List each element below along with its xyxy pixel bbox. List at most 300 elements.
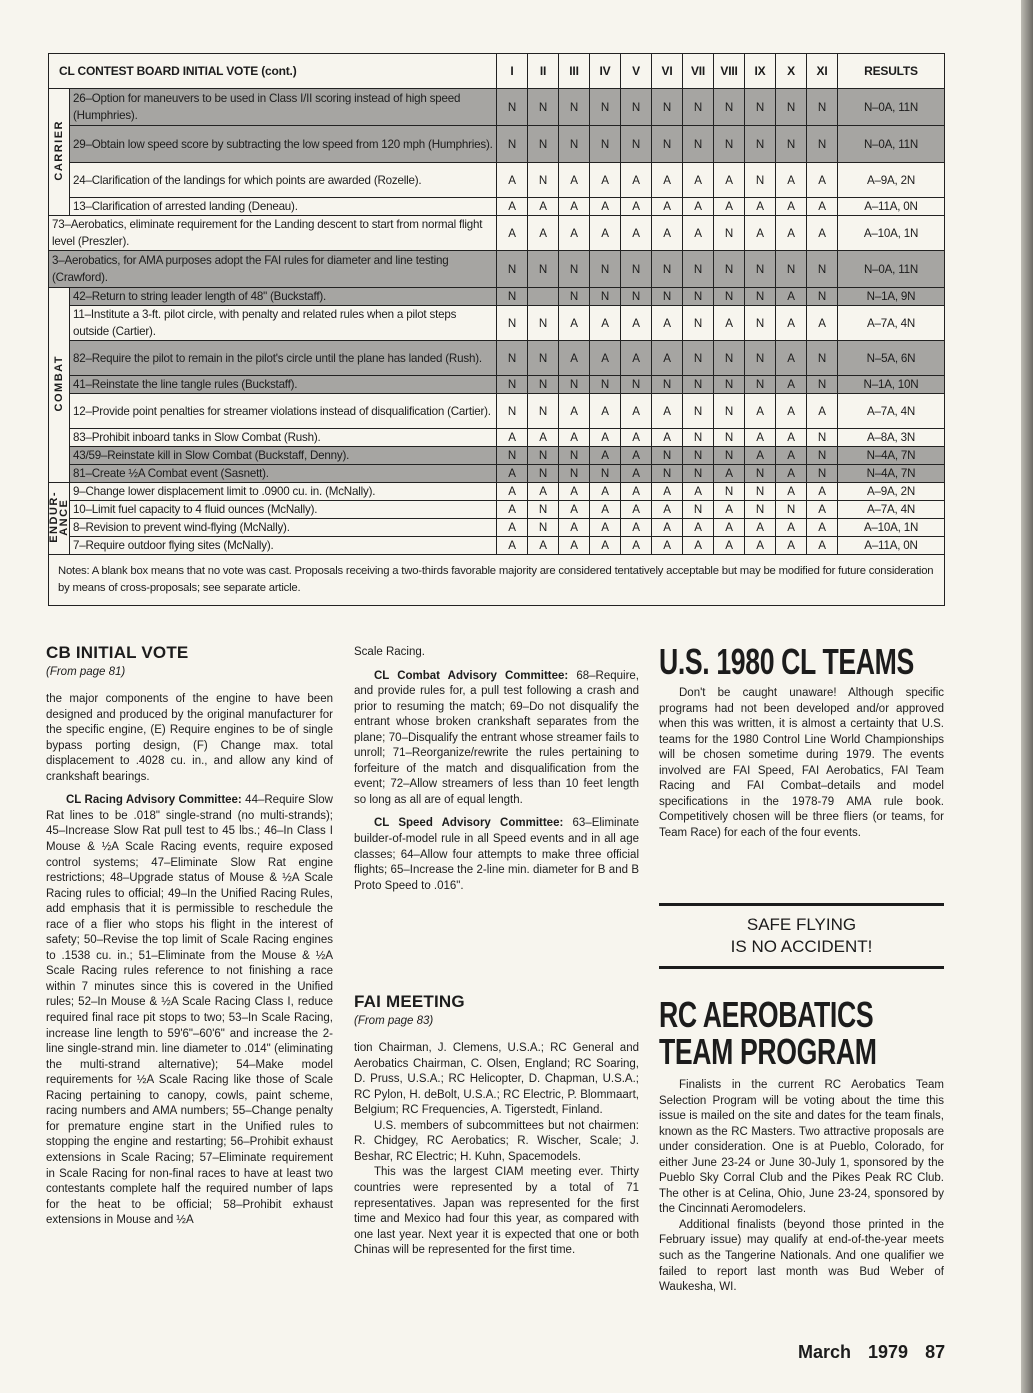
rc-heading-line1: RC AEROBATICS [659,994,874,1035]
cb-vote-paragraph: the major components of the engine to have been designed and produced by the original manufacturer for the specific engine, (E) Require engines to be of single bypass porting design, (F) Change max. total displacement to .4028 cu. in., and allow any kind of crankshaft bearings. [46,693,333,783]
speed-lead: CL Speed Advisory Committee: [374,817,564,830]
vote-cell: A [683,537,714,555]
vote-cell: N [590,89,621,126]
vote-cell: A [590,519,621,537]
vote-cell: N [807,376,838,394]
column-header: VI [652,54,683,89]
vote-cell: A [559,198,590,216]
result-cell: A–8A, 3N [838,429,945,447]
proposal-description: 42–Return to string leader length of 48" (Buckstaff). [70,288,497,306]
vote-cell: N [528,341,559,376]
vote-cell: N [497,447,528,465]
vote-cell: A [652,341,683,376]
result-cell: N–4A, 7N [838,465,945,483]
combat-text: 68–Require, and provide rules for, a pull test following a crash and prior to resuming the match; 69–Do not disqualify the entrant whose broken crankshaft separates from the plane; 70–Disqualify the entrant whose streamer fails to unroll; 71–Reorganize/rewrite the rules pertaining to forfeiture of the match and disqualification from the event; 72–Allow streamers of less than 10 feet length so long as all are of equal length. [354,669,639,806]
vote-cell: A [652,216,683,251]
vote-cell: N [621,89,652,126]
vote-cell: A [559,537,590,555]
vote-cell: A [807,306,838,341]
results-header: RESULTS [838,54,945,89]
result-cell: A–7A, 4N [838,306,945,341]
vote-cell: A [776,519,807,537]
vote-cell: A [621,429,652,447]
vote-cell: A [559,519,590,537]
vote-cell: N [497,341,528,376]
vote-cell: A [714,306,745,341]
table-row [49,501,945,519]
column-header: X [776,54,807,89]
vote-cell: N [807,447,838,465]
vote-cell: N [559,126,590,163]
vote-cell: N [714,447,745,465]
vote-cell: A [559,306,590,341]
vote-cell: A [776,483,807,501]
vote-cell: A [652,198,683,216]
vote-cell: N [714,89,745,126]
vote-cell: A [590,501,621,519]
group-label-text: COMBAT [53,355,65,412]
table-row [49,341,945,376]
vote-cell: A [776,163,807,198]
vote-cell: A [683,519,714,537]
vote-cell: A [528,429,559,447]
combat-lead: CL Combat Advisory Committee: [374,669,569,682]
vote-cell: A [559,163,590,198]
vote-cell: N [621,126,652,163]
table-header-row [49,54,945,89]
vote-cell: A [714,537,745,555]
vote-cell: N [590,465,621,483]
table-row [49,483,945,501]
vote-cell: N [807,341,838,376]
vote-cell: N [559,89,590,126]
group-label-combat [49,288,70,483]
vote-cell: A [621,519,652,537]
vote-cell: A [621,447,652,465]
vote-cell: N [559,465,590,483]
vote-cell: A [807,198,838,216]
vote-cell: A [776,465,807,483]
vote-cell: N [683,376,714,394]
column-header: V [621,54,652,89]
vote-cell: A [714,519,745,537]
result-cell: A–11A, 0N [838,198,945,216]
proposal-description: 24–Clarification of the landings for which points are awarded (Rozelle). [70,163,497,198]
vote-cell: N [714,429,745,447]
vote-cell: A [807,483,838,501]
vote-cell: N [528,89,559,126]
vote-cell: N [745,126,776,163]
vote-cell: A [745,394,776,429]
vote-cell: A [776,341,807,376]
proposal-description: 81–Create ½A Combat event (Sasnett). [70,465,497,483]
result-cell: A–10A, 1N [838,216,945,251]
vote-cell: A [590,198,621,216]
vote-cell: N [528,447,559,465]
vote-cell: N [807,89,838,126]
table-row [49,394,945,429]
proposal-description: 82–Require the pilot to remain in the pilot's circle until the plane has landed (Rush). [70,341,497,376]
vote-cell: N [683,126,714,163]
vote-cell: A [528,216,559,251]
vote-cell: A [497,429,528,447]
result-cell: A–9A, 2N [838,163,945,198]
vote-cell: N [497,306,528,341]
vote-cell: N [652,126,683,163]
vote-cell: A [590,163,621,198]
rc-heading-line2: TEAM PROGRAM [659,1031,877,1072]
vote-cell: A [621,501,652,519]
vote-cell: N [683,306,714,341]
vote-cell: N [652,376,683,394]
vote-cell: N [714,394,745,429]
vote-cell: A [776,198,807,216]
vote-cell: N [652,465,683,483]
vote-cell: A [776,376,807,394]
proposal-description: 11–Institute a 3-ft. pilot circle, with penalty and related rules when a pilot steps outside (Cartier). [70,306,497,341]
vote-cell: N [807,126,838,163]
page-edge [1021,0,1033,1393]
table-notes: Notes: A blank box means that no vote was cast. Proposals receiving a two-thirds favorable majority are considered tentatively acceptable but may be modified for future consideration by means of cross-proposals; see separate article. [49,555,945,606]
group-label-text: ENDUR- ANCE [48,491,70,543]
table-row [49,163,945,198]
vote-cell: N [652,251,683,288]
vote-cell: N [497,126,528,163]
fai-paragraph: This was the largest CIAM meeting ever. Thirty countries were represented by a total of 71 representatives. Japan was represented for the first time and Mexico had four this year, as compared with one last year. Next year it is expected that one or both Chinas will be represented for the first time. [354,1166,639,1257]
rc-paragraph: Finalists in the current RC Aerobatics Team Selection Program will be voting about the time this issue is mailed on the site and dates for the team finals, known as the RC Masters. Two attractive proposals are under consideration. One is at Pueblo, Colorado, for either June 23-24 or June 30-July 1, sponsored by the Pueblo Sky Corral Club and the Pikes Peak RC Club. The other is at Celina, Ohio, June 23-24, sponsored by the Cincinnati Aeromodelers. [659,1079,944,1216]
vote-cell: A [776,447,807,465]
vote-cell: A [621,465,652,483]
vote-cell: A [776,537,807,555]
result-cell: N–0A, 11N [838,126,945,163]
proposal-description: 73–Aerobatics, eliminate requirement for the Landing descent to start from normal flight level (Preszler). [49,216,497,251]
cb-vote-heading: CB INITIAL VOTE [46,643,189,662]
vote-cell: N [528,465,559,483]
vote-cell: N [652,288,683,306]
result-cell: N–0A, 11N [838,251,945,288]
vote-cell: A [776,429,807,447]
vote-cell: N [745,501,776,519]
proposal-description: 12–Provide point penalties for streamer violations instead of disqualification (Cartier). [70,394,497,429]
vote-cell: N [528,376,559,394]
vote-cell: A [807,519,838,537]
vote-cell: N [528,519,559,537]
vote-cell: A [652,519,683,537]
result-cell: A–10A, 1N [838,519,945,537]
vote-cell: N [590,126,621,163]
vote-cell: A [590,537,621,555]
vote-cell: A [807,163,838,198]
vote-cell: A [776,306,807,341]
vote-cell: A [807,216,838,251]
vote-cell: A [559,501,590,519]
vote-cell: A [621,394,652,429]
column-header: XI [807,54,838,89]
teams-paragraph: Don't be caught unaware! Although specific programs had not been developed and/or approved when this was written, it is almost a certainty that U.S. teams for the 1980 Control Line World Championships will be chosen sometime during 1979. The events involved are FAI Speed, FAI Aerobatics, FAI Team Racing and FAI Combat–details and model specifications in the 1978-79 AMA rule book. Competitively chosen will be three fliers (or teams, for Team Race) for each of the four events. [659,687,944,839]
vote-table [48,53,945,606]
vote-cell: N [497,288,528,306]
proposal-description: 13–Clarification of arrested landing (Deneau). [70,198,497,216]
combat-committee-paragraph [354,669,639,809]
result-cell: A–7A, 4N [838,394,945,429]
vote-cell: N [714,341,745,376]
proposal-description: 8–Revision to prevent wind-flying (McNally). [70,519,497,537]
vote-cell: A [745,216,776,251]
vote-cell: N [683,394,714,429]
vote-cell: A [559,429,590,447]
vote-cell: N [621,288,652,306]
vote-cell: A [559,216,590,251]
vote-cell: N [714,251,745,288]
column-header: III [559,54,590,89]
speed-text: 63–Eliminate builder-of-model rule in all Speed events and in all age classes; 64–Allow four attempts to make three official flights; 65–Increase the 2-line min. diameter for B and B Proto Speed to .016". [354,817,639,892]
rc-paragraph: Additional finalists (beyond those printed in the February issue) may qualify at end-of-the-year meets such as the Tangerine Nationals. And one qualifier we failed to report last month was Bud Weber of Waukesha, WI. [659,1218,944,1294]
fai-paragraph: U.S. members of subcommittees but not chairmen: R. Chidgey, RC Aerobatics; R. Wischer, Scale; J. Beshar, RC Electric; H. Kuhn, Spacemodels. [354,1119,639,1163]
vote-cell: N [683,465,714,483]
vote-cell: A [807,501,838,519]
vote-cell: N [714,216,745,251]
vote-cell: A [683,216,714,251]
vote-cell: N [683,447,714,465]
vote-cell: A [652,163,683,198]
vote-cell: A [745,537,776,555]
page-footer [798,1342,945,1363]
column-header: I [497,54,528,89]
table-row [49,429,945,447]
column-header: IX [745,54,776,89]
vote-cell: N [714,376,745,394]
cb-vote-from: (From page 81) [46,665,126,678]
vote-cell: A [621,198,652,216]
column-header: II [528,54,559,89]
vote-cell: A [776,216,807,251]
table-row [49,126,945,163]
proposal-description: 43/59–Reinstate kill in Slow Combat (Buckstaff, Denny). [70,447,497,465]
vote-cell: N [559,288,590,306]
racing-text: 44–Require Slow Rat lines to be .018" single-strand (no multi-strands); 45–Increase Slow Rat pull test to 45 lbs.; 46–In Class I Mouse & ½A Scale Racing events, require exposed control systems; 47–Eliminate Slow Rat engine restrictions; 48–Upgrade status of Mouse & ½A Scale Racing rules to official; 49–In the Unified Racing Rules, add emphasis that it is permissible to reschedule the race of a flier who stops his flight in the interest of safety; 50–Revise the top limit of Scale Racing engines to .1538 cu. in.; 51–Eliminate from the Mouse & ½A Scale Racing rules reference to not finishing a race within 7 minutes since this is covered in the Unified rules; 52–In Mouse & ½A Scale Racing Class I, reduce required final race pit stops to two; 53–In Scale Racing, increase line length to 59'6"–60'6" and increase the 2-line single-strand min. line diameter to .014" (eliminating the multi-strand alternative); 54–Make model requirements for ½A Scale Racing like those of Scale Racing pertaining to canopy, cowls, paint scheme, racing numbers and AMA numbers; 55–Change penalty for premature engine start in the Unified rules to stopping the engine and restarting; 56–Prohibit exhaust extensions in Scale Racing; 57–Eliminate requirement in Scale Racing for non-final races to have at least two contestants complete half the required number of laps for the heat to be official; 58–Prohibit exhaust extensions in Mouse and ½A [46,794,333,1227]
vote-cell: A [714,198,745,216]
result-cell: A–9A, 2N [838,483,945,501]
speed-committee-paragraph [354,816,639,894]
vote-cell: A [714,163,745,198]
vote-cell: N [683,429,714,447]
vote-cell: N [776,89,807,126]
vote-cell: N [497,89,528,126]
safe-flying-slogan [659,914,944,958]
vote-cell: A [745,429,776,447]
vote-cell: N [683,251,714,288]
vote-cell: N [807,288,838,306]
vote-cell: N [807,465,838,483]
vote-cell: A [745,198,776,216]
vote-cell: A [714,501,745,519]
table-row [49,198,945,216]
proposal-description: 10–Limit fuel capacity to 4 fluid ounces (McNally). [70,501,497,519]
cb-vote-continued-column [354,645,639,902]
vote-cell: N [745,89,776,126]
vote-cell: A [807,537,838,555]
vote-cell: A [497,198,528,216]
vote-cell: A [497,519,528,537]
vote-cell: A [497,537,528,555]
vote-cell: N [559,251,590,288]
vote-cell: N [528,163,559,198]
notes-row [49,555,945,606]
vote-cell: N [745,288,776,306]
vote-cell: A [497,501,528,519]
vote-cell: N [807,251,838,288]
table-row [49,216,945,251]
proposal-description: 26–Option for maneuvers to be used in Class I/II scoring instead of high speed (Humphries). [70,89,497,126]
vote-cell: A [652,537,683,555]
vote-cell: A [621,483,652,501]
vote-cell: N [497,251,528,288]
vote-cell: N [590,376,621,394]
vote-cell: N [745,376,776,394]
proposal-description: 41–Reinstate the line tangle rules (Buckstaff). [70,376,497,394]
cb-vote-column [46,645,333,1237]
vote-cell: N [807,429,838,447]
page-number: 87 [925,1342,946,1362]
racing-committee-paragraph [46,793,333,1228]
proposal-description: 9–Change lower displacement limit to .0900 cu. in. (McNally). [70,483,497,501]
vote-cell: A [559,483,590,501]
vote-cell: A [559,341,590,376]
vote-cell: A [807,394,838,429]
vote-cell: A [745,447,776,465]
vote-cell: N [652,447,683,465]
vote-cell: A [497,163,528,198]
group-label-endurance [49,483,70,555]
vote-cell: A [683,163,714,198]
vote-cell: N [559,376,590,394]
vote-cell: N [745,306,776,341]
vote-cell: A [621,163,652,198]
vote-cell: N [683,89,714,126]
vote-cell: N [745,465,776,483]
fai-from: (From page 83) [354,1014,434,1027]
vote-cell: A [528,483,559,501]
vote-cell: A [528,198,559,216]
vote-cell: N [497,394,528,429]
result-cell: N–0A, 11N [838,89,945,126]
result-cell: N–4A, 7N [838,447,945,465]
vote-cell: A [621,537,652,555]
vote-cell: A [528,537,559,555]
slogan-line: SAFE FLYING [746,915,857,934]
vote-cell: N [745,341,776,376]
vote-cell: A [621,216,652,251]
vote-cell: N [621,376,652,394]
vote-cell: A [652,429,683,447]
vote-cell: A [590,306,621,341]
result-cell: A–11A, 0N [838,537,945,555]
vote-cell: A [497,483,528,501]
table-row [49,447,945,465]
vote-cell: N [621,251,652,288]
result-cell: A–7A, 4N [838,501,945,519]
table-row [49,251,945,288]
table-row [49,537,945,555]
racing-lead: CL Racing Advisory Committee: [66,794,242,807]
vote-cell: A [590,394,621,429]
vote-cell: A [714,465,745,483]
vote-cell: A [590,483,621,501]
vote-cell: A [683,483,714,501]
teams-heading: U.S. 1980 CL TEAMS [659,641,914,682]
proposal-description: 3–Aerobatics, for AMA purposes adopt the FAI rules for diameter and line testing (Crawford). [49,251,497,288]
column-header: VIII [714,54,745,89]
vote-cell: A [683,198,714,216]
group-label-carrier [49,89,70,216]
issue-date: March 1979 [798,1342,909,1362]
vote-cell: A [590,216,621,251]
vote-cell: A [745,519,776,537]
vote-cell: N [776,251,807,288]
continued-text: Scale Racing. [354,646,425,658]
column-header: IV [590,54,621,89]
vote-cell: A [590,447,621,465]
fai-paragraph: tion Chairman, J. Clemens, U.S.A.; RC General and Aerobatics Chairman, C. Olsen, England; RC Soaring, D. Pruss, U.S.A.; RC Helicopter, D. Chapman, U.S.A.; RC Pylon, H. deBolt, U.S.A.; RC Electric, P. Blommaart, Belgium; RC Frequencies, A. Tigerstedt, Finland. [354,1042,639,1117]
result-cell: N–1A, 10N [838,376,945,394]
result-cell: N–1A, 9N [838,288,945,306]
vote-cell: A [497,216,528,251]
vote-cell: N [745,163,776,198]
vote-cell: N [683,501,714,519]
vote-cell: A [652,483,683,501]
table-row [49,465,945,483]
vote-cell: A [621,306,652,341]
vote-cell: A [497,465,528,483]
table-row [49,306,945,341]
vote-cell: N [683,341,714,376]
vote-cell: A [652,501,683,519]
vote-cell: N [590,251,621,288]
vote-cell: A [590,341,621,376]
vote-cell: N [776,126,807,163]
teams-column [659,686,944,849]
vote-cell: N [497,376,528,394]
rc-column [659,1078,944,1296]
result-cell: N–5A, 6N [838,341,945,376]
vote-cell: N [745,251,776,288]
vote-cell: N [714,126,745,163]
vote-cell: A [621,341,652,376]
vote-cell: A [652,306,683,341]
vote-cell: N [776,501,807,519]
table-row [49,89,945,126]
vote-cell: N [528,306,559,341]
vote-cell: N [590,288,621,306]
vote-cell: N [683,288,714,306]
proposal-description: 29–Obtain low speed score by subtracting the low speed from 120 mph (Humphries). [70,126,497,163]
vote-cell: N [652,89,683,126]
fai-heading: FAI MEETING [354,992,465,1011]
proposal-description: 7–Require outdoor flying sites (McNally). [70,537,497,555]
vote-cell: N [528,394,559,429]
proposal-description: 83–Prohibit inboard tanks in Slow Combat (Rush). [70,429,497,447]
table-row [49,376,945,394]
vote-cell: A [776,394,807,429]
vote-cell: N [528,501,559,519]
vote-cell [528,288,559,306]
table-title: CL CONTEST BOARD INITIAL VOTE (cont.) [49,54,497,89]
column-header: VII [683,54,714,89]
vote-cell: N [559,447,590,465]
vote-cell: A [590,429,621,447]
table-row [49,519,945,537]
vote-cell: A [652,394,683,429]
